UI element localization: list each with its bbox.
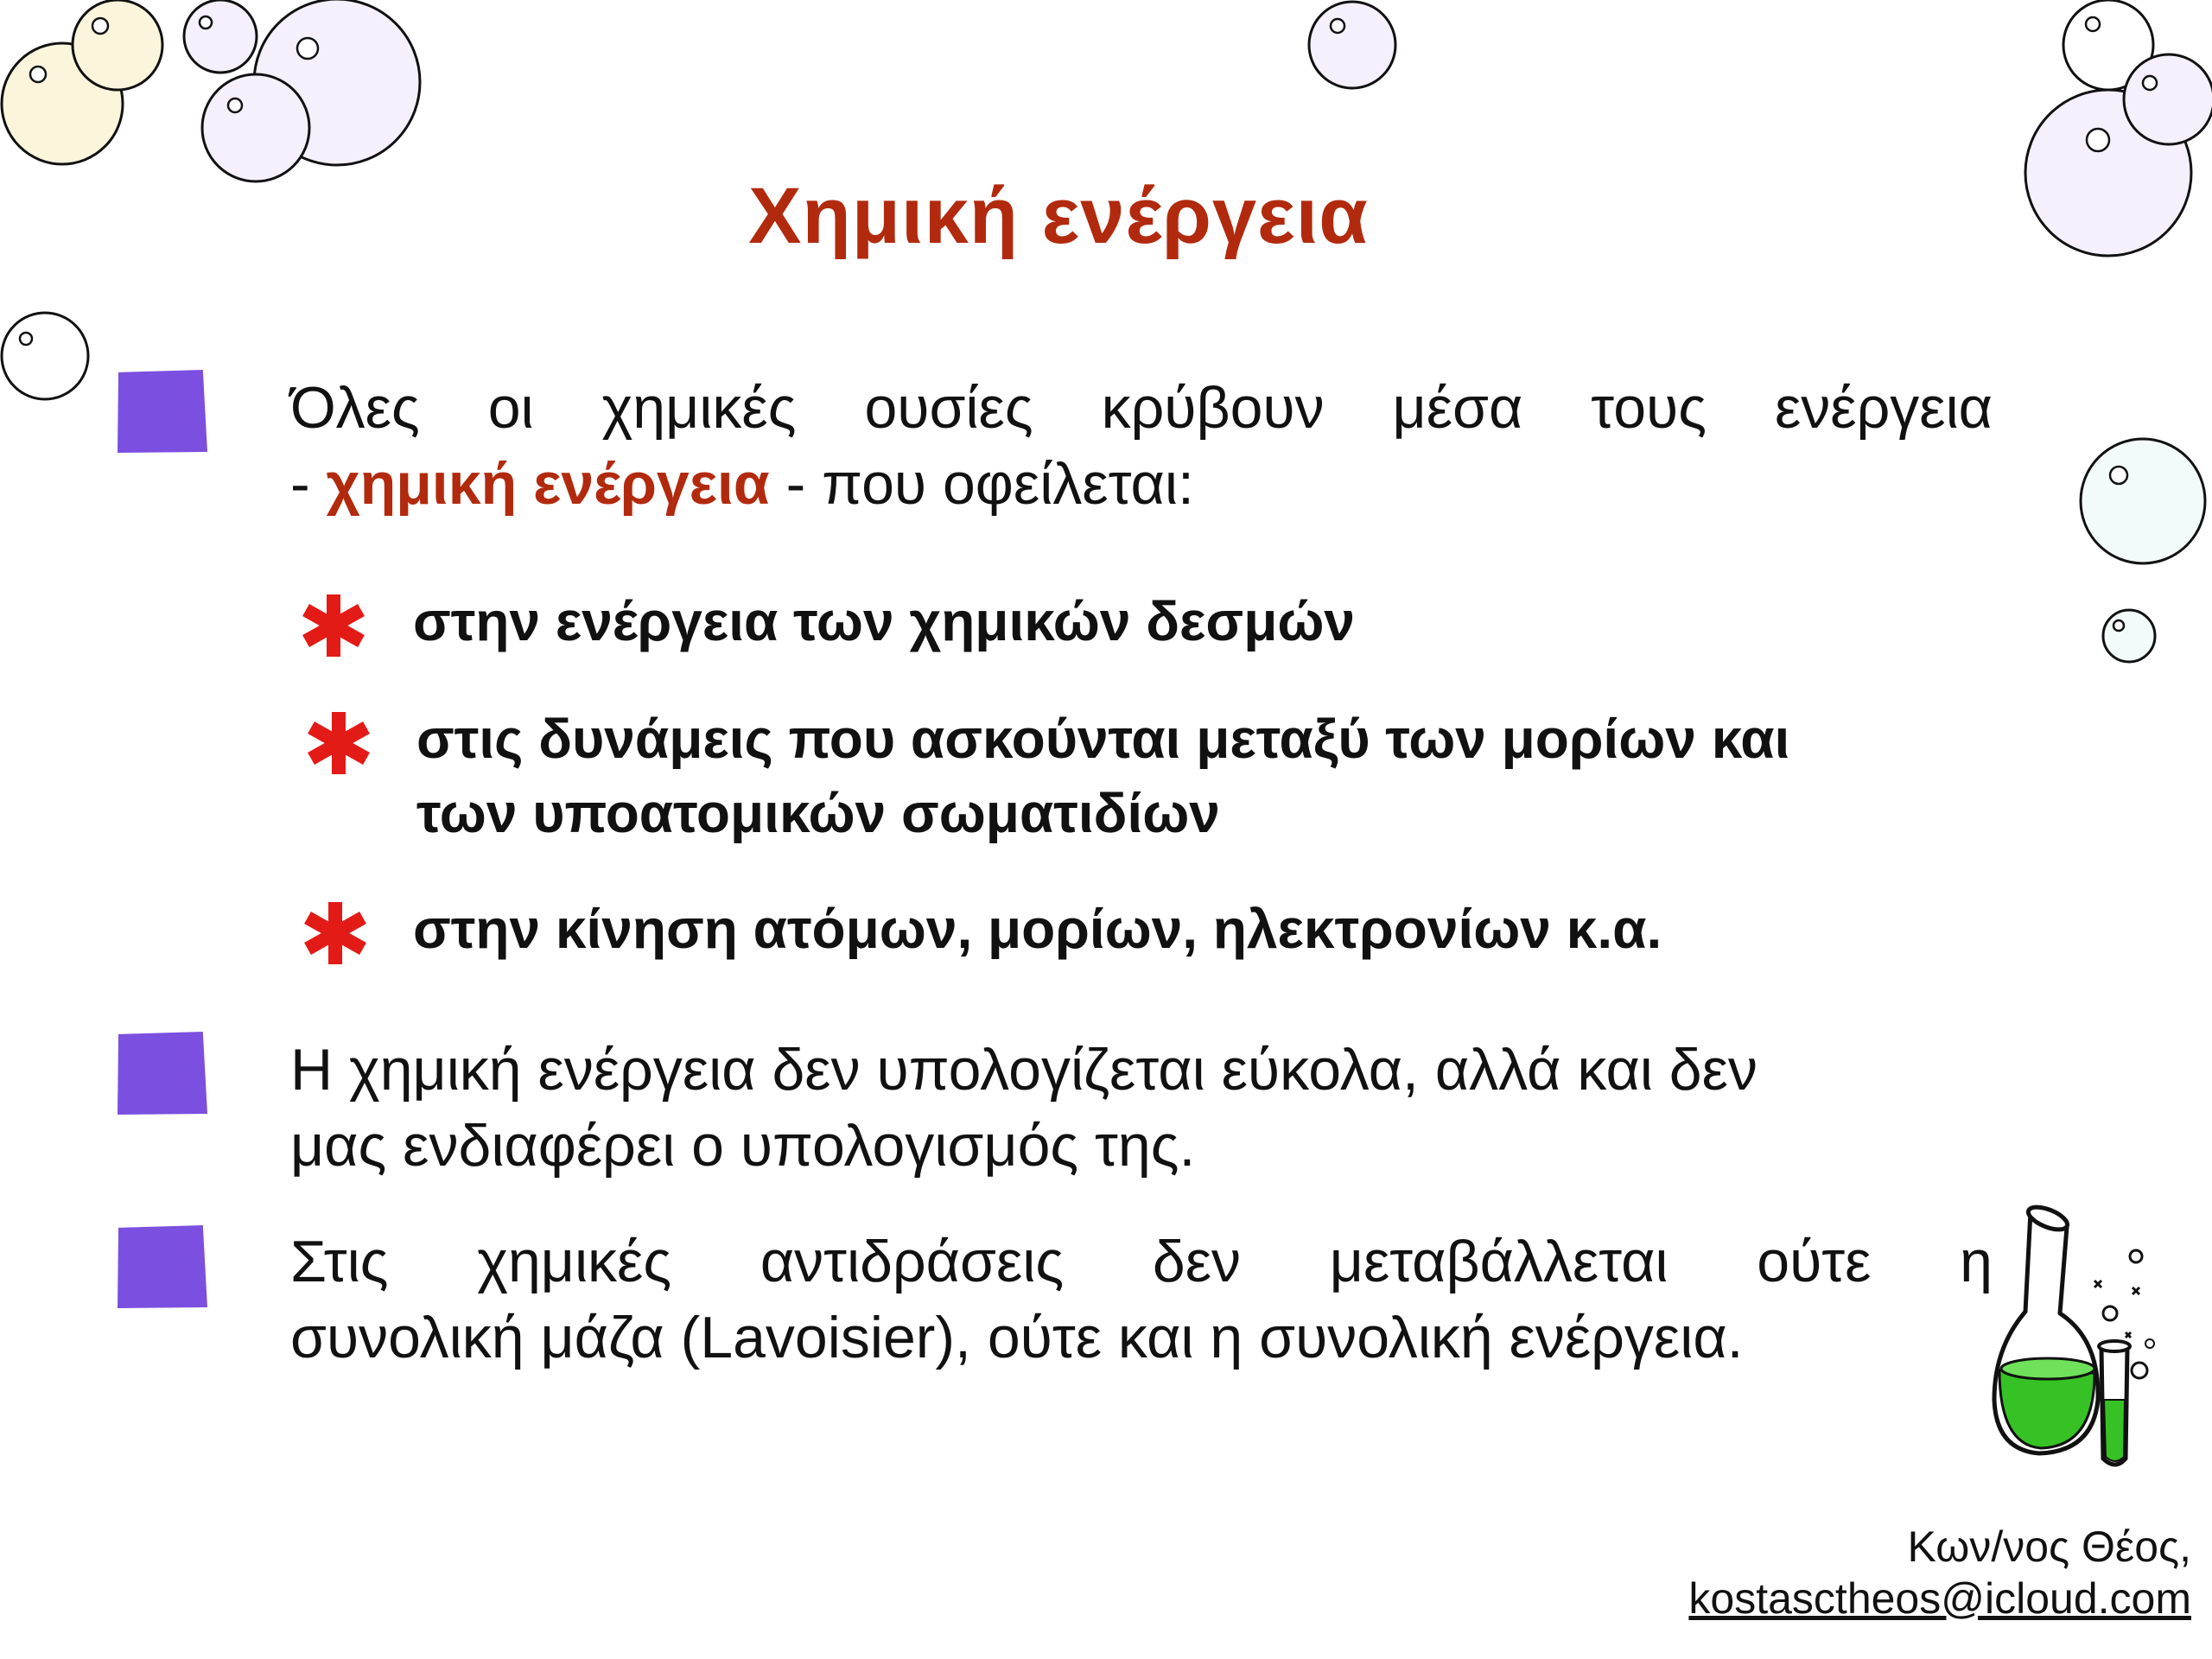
chemical-energy-highlight: χημική ενέργεια (326, 451, 770, 517)
footer-email-link[interactable]: kostasctheos@icloud.com (1688, 1574, 2191, 1623)
sub-item-1 (413, 584, 2020, 658)
bullet-3-line-2: συνολική μάζα (Lavoisier), ούτε και η συνολική ενέργεια. (290, 1305, 1744, 1370)
bullet-1-line-2-prefix: - (290, 451, 327, 517)
bubble-icon (2124, 54, 2212, 144)
bullet-2-text (290, 1032, 2053, 1184)
bullet-1-line-1: Όλες οι χημικές ουσίες κρύβουν μέσα τους ενέργεια (290, 375, 1993, 441)
bubble-icon (2, 313, 88, 399)
sub-item-2 (416, 702, 2024, 850)
sub-item-3 (413, 892, 2020, 966)
slide-title: Χημική ενέργεια (748, 172, 1369, 260)
asterisk-icon (302, 707, 375, 779)
asterisk-icon (299, 897, 372, 969)
square-bullet-icon (118, 1225, 207, 1308)
bubble-icon (2103, 610, 2155, 662)
asterisk-icon (297, 589, 370, 662)
bullet-1-line-2 (290, 446, 1993, 522)
sub-item-1-line-1: στην ενέργεια των χημικών δεσμών (413, 590, 1355, 652)
sub-item-2-line-2: των υποατομικών σωματιδίων (416, 782, 1220, 844)
footer-credit (1688, 1521, 2191, 1624)
sub-item-3-line-1: στην κίνηση ατόμων, μορίων, ηλεκτρονίων κ.α. (413, 898, 1662, 960)
bubble-icon (2081, 439, 2205, 563)
footer-author: Κων/νος Θέος, (1907, 1522, 2191, 1571)
sub-item-2-line-1: στις δυνάμεις που ασκούνται μεταξύ των μορίων και (416, 708, 1790, 770)
bubble-icon (73, 0, 162, 90)
bullet-1-text (290, 370, 1993, 522)
bullet-2-line-1: Η χημική ενέργεια δεν υπολογίζεται εύκολα, αλλά και δεν (290, 1037, 1758, 1103)
square-bullet-icon (118, 1032, 207, 1115)
chemistry-flask-icon (1987, 1201, 2160, 1478)
square-bullet-icon (118, 370, 207, 453)
bullet-3-text (290, 1224, 1993, 1376)
bullet-1-line-2-suffix: - που οφείλεται: (769, 451, 1194, 517)
bullet-2-line-2: μας ενδιαφέρει ο υπολογισμός της. (290, 1113, 1196, 1179)
bullet-3-line-1: Στις χημικές αντιδράσεις δεν μεταβάλλεται ούτε η (290, 1229, 1993, 1294)
bubble-icon (184, 0, 257, 73)
bubble-icon (1309, 2, 1395, 88)
